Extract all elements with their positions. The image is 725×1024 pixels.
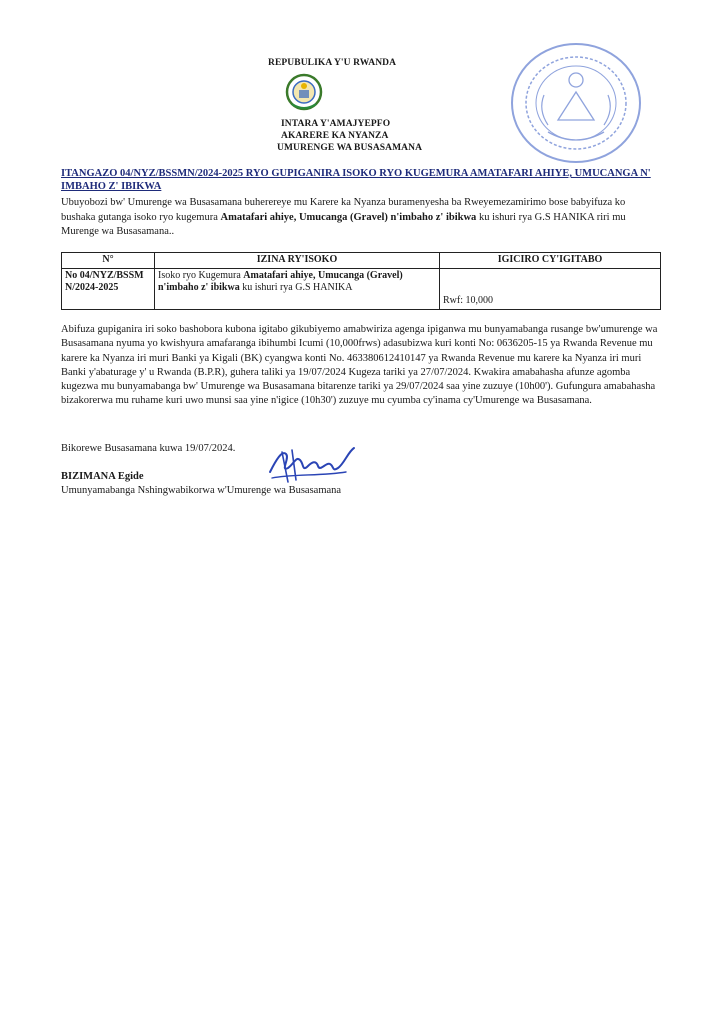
tender-table [61,252,661,310]
signer-name: BIZIMANA Egide [61,471,144,482]
header-tender-name: IZINA RY'ISOKO [155,253,440,269]
intro-text-2: ku ishuri rya G.S HANIKA riri mu Murenge wa Busasamana.. [61,211,626,237]
header-document-price: IGICIRO CY'IGITABO [440,253,661,269]
instructions-paragraph: Abifuza gupiganira iri soko bashobora kubona igitabo gikubiyemo amabwiriza agenga ipiganwa mu bunyamabanga rusange bw'umurenge wa Busasamana nyuma yo kwishyura amafaranga ibihumbi Icumi (10,000frws) adasubizwa kuri konti No: 0636205-15 ya Rwanda Revenue mu karere ka Nyanza iri muri Banki ya Kigali (BK) cyangwa konti No. 463380612410147 ya Rwanda Revenue mu karere ka Nyanza iri muri Banki y'abaturage y' u Rwanda (B.P.R), guhera taliki ya 19/07/2024 Kugeza tariki ya 27/07/2024. Kwakira amabahasha afunze agomba kugezwa mu bunyamabanga bw' Umurenge wa Busasamana bitarenze tariki ya 29/07/2024 saa yine zuzuye (10h00'). Gufungura amabahasha bizakorerwa mu ruhame kuri uwo munsi saa yine n'igice (10h30') zuzuye mu cyumba cy'inama cy'Umurenge wa Busasamana. [61,324,658,407]
official-stamp-icon [508,40,644,166]
header-number: N° [62,253,155,269]
republic-name: REPUBULIKA Y'U RWANDA [268,58,397,68]
tender-name-text-1: Isoko ryo Kugemura [158,269,244,281]
intro-paragraph [61,196,661,240]
intro-text-1: Ubuyobozi bw' Umurenge wa Busasamana buherereye mu Karere ka Nyanza buramenyesha ba Rweyemezamirimo bose babyifuza ko bushaka gutanga isoko ryo kugemura [61,197,626,223]
district-name: AKARERE KA NYANZA [281,131,389,141]
signature-icon [262,442,358,488]
document-price: Rwf: 10,000 [440,268,661,309]
tender-number: No 04/NYZ/BSSM N/2024-2025 [62,268,155,309]
signer-title: Umunyamabanga Nshingwabikorwa w'Umurenge wa Busasamana [61,485,342,496]
announcement-title: ITANGAZO 04/NYZ/BSSMN/2024-2025 RYO GUPIGANIRA ISOKO RYO KUGEMURA AMATAFARI AHIYE, UMUCANGA N' IMBAHO Z' IBIKWA [61,168,651,192]
table-header-row [62,253,661,269]
table-row [62,268,661,309]
intro-items-bold: Amatafari ahiye, Umucanga (Gravel) n'imbaho z' ibikwa [220,211,477,223]
sector-name: UMURENGE WA BUSASAMANA [277,143,423,153]
rwanda-coat-of-arms-icon [284,72,324,112]
tender-name-bold: Amatafari ahiye, Umucanga (Gravel) n'imbaho z' ibikwa [158,269,403,293]
province-name: INTARA Y'AMAJYEPFO [281,119,391,129]
tender-name [155,268,440,309]
tender-name-text-2: ku ishuri rya G.S HANIKA [239,282,353,293]
place-date: Bikorewe Busasamana kuwa 19/07/2024. [61,443,236,454]
